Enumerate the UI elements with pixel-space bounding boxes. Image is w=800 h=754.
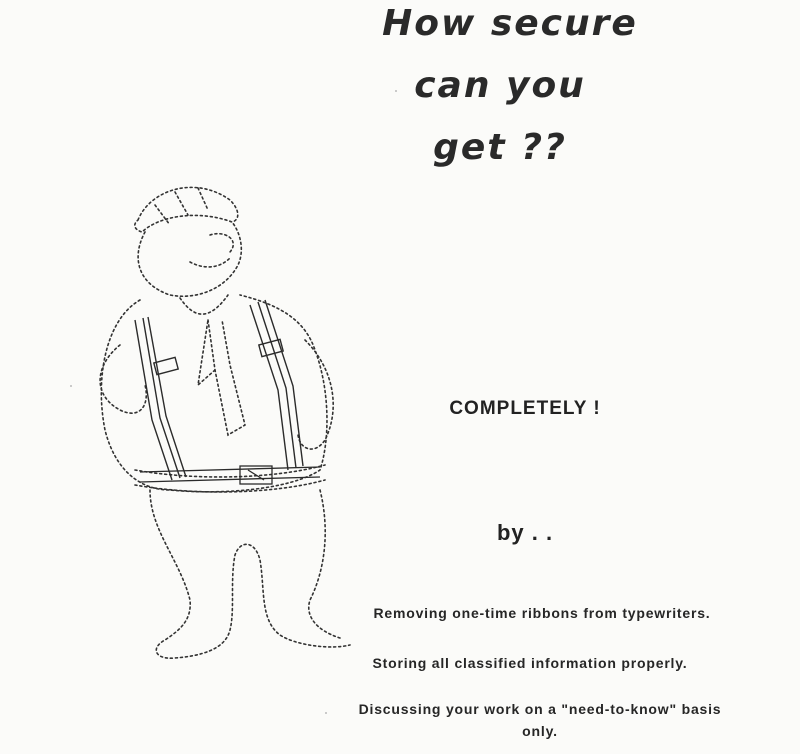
headline-line-2: can you [414,65,586,106]
tip-ribbons: Removing one-time ribbons from typewriters. [373,605,711,621]
paper-speck [70,385,72,387]
cartoon-man-illustration [80,170,370,670]
paper-speck [325,712,327,714]
answer-text: COMPLETELY ! [449,398,601,419]
headline-line-1: How secure [382,3,638,44]
by-label: by . . [496,520,554,545]
tip-storage: Storing all classified information properly. [372,655,688,671]
paper-speck [395,90,397,92]
headline-line-3: get ?? [433,127,567,168]
tip-need-to-know: Discussing your work on a "need-to-know" basis only. [358,701,722,739]
